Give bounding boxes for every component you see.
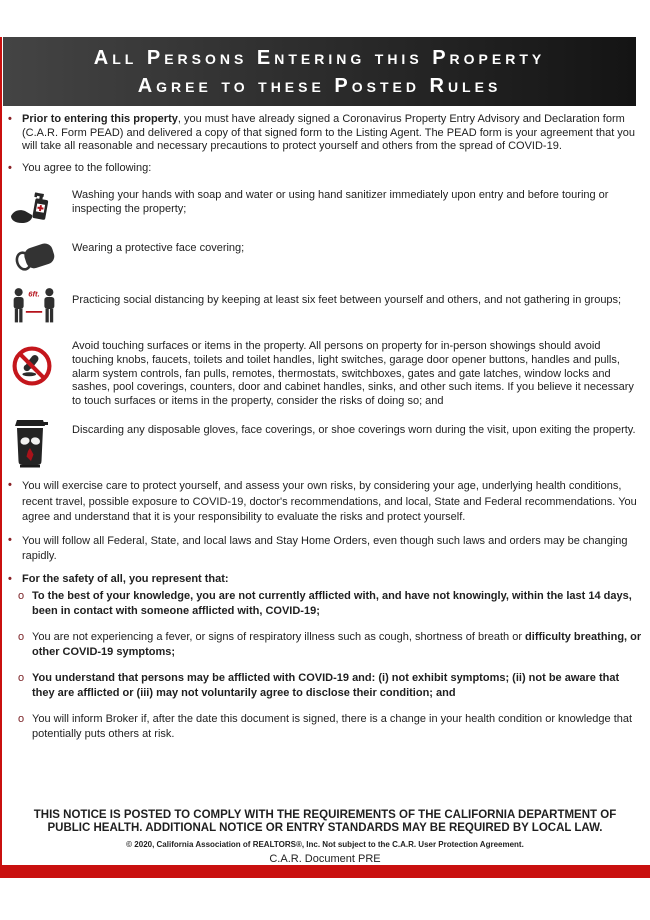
rule-washing-hands [8,189,642,227]
no-touching-icon [8,340,58,408]
representation-regular-text: You are not experiencing a fever, or signs of respiratory illness such as cough, shortness of breath or [32,631,526,644]
social-distancing-icon [8,285,58,331]
bullet-safety-header-text: For the safety of all, you represent that: [22,572,229,585]
left-red-border [0,37,2,878]
representation-regular-text: You will inform Broker if, after the date this document is signed, there is a change in your health condition or knowledge that potentially puts others at risk. [32,713,633,740]
rule-face-covering [8,237,642,275]
intro-bullet-prior [8,113,642,154]
representation-no-symptoms [18,630,642,659]
rule-avoid-touching [8,340,642,408]
face-mask-icon [8,237,58,275]
representation-understanding-text [32,671,642,700]
representation-knowledge [18,589,642,618]
health-department-notice: THIS NOTICE IS POSTED TO COMPLY WITH THE REQUIREMENTS OF THE CALIFORNIA DEPARTMENT OF PUBLIC HEALTH. ADDITIONAL NOTICE OR ENTRY STANDARDS MAY BE REQUIRED BY LOCAL LAW. [33,809,617,834]
rule-face-covering-text: Wearing a protective face covering; [72,242,245,255]
representation-inform-broker [18,712,642,741]
copyright-line: © 2020, California Association of REALTORS®, Inc. Not subject to the C.A.R. User Protection Agreement. [126,840,524,849]
intro-bullet-agree [8,162,642,176]
bullet-safety-header [8,573,642,587]
rule-discarding-text: Discarding any disposable gloves, face coverings, or shoe coverings worn during the visit, upon exiting the property. [72,424,636,437]
sub-bullet-marker: o [18,590,25,603]
bullet-exercise-care [8,479,642,526]
document-body [8,113,642,753]
six-feet-label: 6ft. [28,289,40,299]
sub-bullet-marker: o [18,672,25,685]
bottom-red-bar [0,865,650,878]
disposal-bin-icon [8,417,58,469]
rule-social-distancing-text: Practicing social distancing by keeping at least six feet between yourself and others, and not gathering in groups; [72,294,622,307]
banner-title-line1: All Persons Entering this Property [93,46,546,69]
intro-bold-lead: Prior to entering this property [22,113,178,125]
rule-avoid-touching-text: Avoid touching surfaces or items in the property. All persons on property for in-person showings should avoid touching knobs, faucets, toilets and toilet handles, light switches, garage door opener buttons, handles and pulls, alarm system controls, fan pulls, remotes, thermostats, switchboxes, gates and gate latches, window locks and sashes, pool coverings, counters, door and cabinet handles, sinks, and other such items. If you believe it necessary to touch surfaces or items in the property, consider the risks of doing so; and [72,340,634,407]
intro-bullet-prior-text [22,113,642,154]
representation-knowledge-text [32,589,642,618]
representation-bold-text: difficulty breathing, or other COVID-19 symptoms; [32,631,642,658]
representation-understanding [18,671,642,700]
bullet-marker: • [8,479,12,492]
bullet-marker: • [8,572,12,585]
banner-title-line2: Agree to these Posted Rules [137,74,502,97]
bullet-marker: • [8,113,12,125]
bullet-follow-laws-text: You will follow all Federal, State, and local laws and Stay Home Orders, even though such laws and orders may be changing rapidly. [22,534,628,563]
representation-no-symptoms-text [32,630,642,659]
hand-sanitizer-icon [8,189,58,227]
intro-bullet-agree-text: You agree to the following: [22,161,152,174]
representation-inform-broker-text [32,712,642,741]
rule-washing-hands-text: Washing your hands with soap and water or using hand sanitizer immediately upon entry and before touring or inspecting the property; [72,189,609,215]
header-banner [3,37,636,106]
bullet-marker: • [8,161,12,174]
document-name: C.A.R. Document PRE [269,853,381,865]
bullet-exercise-care-text: You will exercise care to protect yourself, and assess your own risks, by considering your age, underlying health conditions, recent travel, possible exposure to COVID-19, doctor's recommendations, and local, State and Federal recommendations. You agree and understand that it is your responsibility to evaluate the risks and protect yourself. [22,480,637,524]
bullet-follow-laws [8,534,642,565]
intro-rest: , you must have already signed a Coronavirus Property Entry Advisory and Declaration form (C.A.R. Form PEAD) and delivered a copy of that signed form to the Listing Agent. The PEAD form is your agreement that you will take all reasonable and necessary precautions to protect yourself and others from the spread of COVID-19. [22,113,636,153]
document-footer [0,809,650,866]
bullet-marker: • [8,533,12,546]
rule-social-distancing [8,285,642,331]
rule-discarding [8,417,642,469]
representation-bold-text: To the best of your knowledge, you are not currently afflicted with, and have not knowingly, within the last 14 days, been in contact with someone afflicted with, COVID-19; [32,590,632,617]
representation-bold-text: You understand that persons may be afflicted with COVID-19 and: (i) not exhibit symptoms; (ii) not be aware that they are afflicted or (iii) may not voluntarily agree to disclose their condition; and [32,672,620,699]
sub-bullet-marker: o [18,713,25,726]
sub-bullet-marker: o [18,631,25,644]
